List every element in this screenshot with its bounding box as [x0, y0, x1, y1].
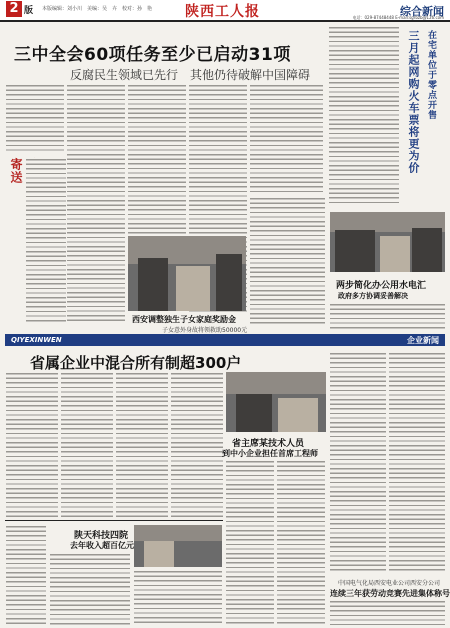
news-photo	[330, 212, 445, 272]
article-body	[6, 525, 46, 625]
section-header	[5, 334, 445, 346]
section-name: 综合新闻	[400, 5, 444, 18]
story-headline: 西安调整独生子女家庭奖励金	[132, 315, 236, 324]
contact-info: 电话：029-87448448 E-mail:sgrbzb@126.com	[352, 15, 444, 20]
newspaper-logo: 陕西工人报	[185, 4, 260, 20]
article-body	[171, 372, 223, 517]
editor-info: 本版编辑：刘小川 美编：吴 卉 校对：孙 艳	[42, 6, 153, 12]
article-body	[389, 352, 445, 572]
story-headline: 两步简化办公用水电汇	[336, 281, 427, 291]
masthead	[0, 0, 450, 22]
article-body	[6, 84, 64, 154]
news-photo	[134, 525, 222, 567]
article-body	[26, 158, 66, 323]
article-body	[330, 600, 445, 625]
story-subheadline: 到中小企业担任首席工程师	[222, 449, 318, 458]
story-subheadline: 政府多方协调妥善解决	[338, 292, 408, 300]
article-body	[116, 372, 168, 517]
story-subheadline: 子女意外身故将领救助50000元	[162, 327, 248, 334]
page-number: 2	[6, 1, 22, 17]
article-body	[67, 84, 125, 322]
article-body	[226, 460, 274, 625]
article-body	[330, 303, 445, 331]
article-body	[134, 570, 222, 625]
divider	[5, 520, 223, 521]
section-tag: QIYEXINWEN	[11, 336, 62, 344]
article-body	[277, 460, 325, 625]
article-body	[50, 553, 130, 625]
page-label: 版	[24, 6, 34, 16]
article-body	[6, 372, 58, 517]
story-headline: 连续三年获劳动竞赛先进集体称号	[330, 589, 450, 598]
article-body	[250, 197, 325, 327]
article-body	[61, 372, 113, 517]
story-headline: 省属企业中混合所有制超300户	[30, 354, 242, 372]
story-kicker: 中国电气化局西安电业公司西安分公司	[338, 580, 441, 587]
story-headline: 陕天科技四院	[74, 531, 129, 541]
article-body	[329, 26, 399, 206]
news-photo	[128, 236, 246, 311]
news-photo	[226, 372, 326, 432]
lead-headline: 三中全会60项任务至少已启动31项	[14, 45, 291, 65]
story-headline: 省主席某技术人员	[232, 439, 305, 449]
article-body	[250, 84, 323, 194]
article-body	[330, 352, 386, 572]
article-body	[128, 84, 186, 234]
lead-subheadline: 反腐民生领域已先行 其他仍待破解中国障碍	[70, 68, 311, 82]
story-subheadline: 去年收入超百亿元	[70, 541, 134, 550]
story-subheadline: 在宅单位于零点开售	[426, 30, 436, 120]
section-title: 企业新闻	[407, 336, 439, 345]
story-headline: 寄送	[9, 158, 23, 184]
story-headline: 三月起网购火车票将更为价	[407, 30, 420, 174]
